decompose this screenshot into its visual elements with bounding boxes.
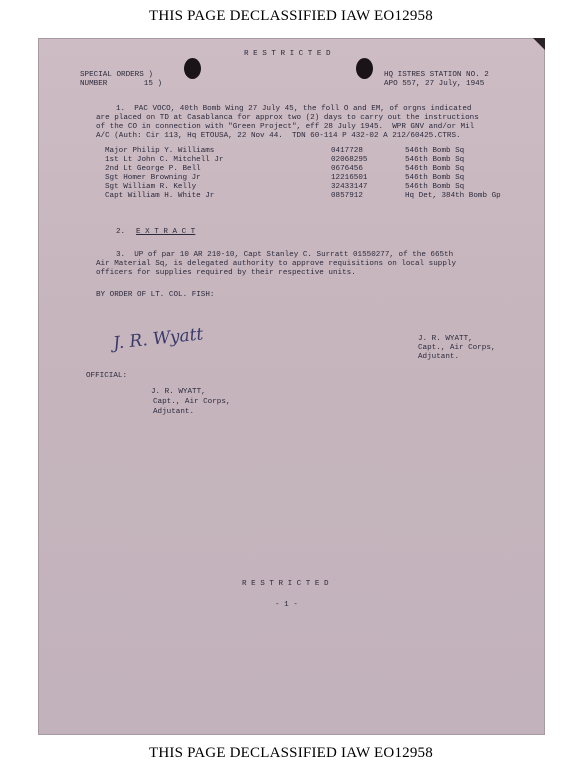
- torn-corner: [533, 38, 545, 50]
- signature-block-title: Adjutant.: [418, 353, 460, 361]
- roster-serial: 0417728: [331, 147, 363, 155]
- order-line: BY ORDER OF LT. COL. FISH:: [96, 291, 215, 299]
- roster-name: 1st Lt John C. Mitchell Jr: [105, 156, 224, 164]
- official-title: Adjutant.: [153, 408, 195, 416]
- page-number: - 1 -: [275, 601, 298, 609]
- document-page: [38, 38, 545, 735]
- roster-name: 2nd Lt George P. Bell: [105, 165, 201, 173]
- header-classification: R E S T R I C T E D: [244, 50, 331, 58]
- roster-serial: 12216501: [331, 174, 368, 182]
- punch-hole-right: [356, 58, 373, 79]
- roster-serial: 32433147: [331, 183, 368, 191]
- roster-name: Major Philip Y. Williams: [105, 147, 215, 155]
- roster-serial: 02068295: [331, 156, 368, 164]
- roster-name: Sgt William R. Kelly: [105, 183, 197, 191]
- station-name: HQ ISTRES STATION NO. 2: [384, 71, 489, 79]
- para2-number: 2.: [116, 228, 126, 236]
- footer-classification: R E S T R I C T E D: [242, 580, 329, 588]
- punch-hole-left: [184, 58, 201, 79]
- apo-date: APO 557, 27 July, 1945: [384, 80, 485, 88]
- roster-serial: 0857912: [331, 192, 363, 200]
- roster-unit: 546th Bomb Sq: [405, 156, 465, 164]
- roster-unit: Hq Det, 384th Bomb Gp: [405, 192, 501, 200]
- declassified-banner-bottom: THIS PAGE DECLASSIFIED IAW EO12958: [149, 745, 433, 761]
- para3-line-3: officers for supplies required by their respective units.: [96, 269, 356, 277]
- roster-name: Sgt Homer Browning Jr: [105, 174, 201, 182]
- para1-line-4: A/C (Auth: Cir 113, Hq ETOUSA, 22 Nov 44. TDN 60-114 P 432-02 A 212/60425.CTRS.: [96, 132, 461, 140]
- signature-block-name: J. R. WYATT,: [418, 335, 473, 343]
- para1-line-2: are placed on TD at Casablanca for approx two (2) days to carry out the instructions: [96, 114, 479, 122]
- roster-name: Capt William H. White Jr: [105, 192, 215, 200]
- number-label: NUMBER 15 ): [80, 80, 163, 88]
- roster-unit: 546th Bomb Sq: [405, 165, 465, 173]
- roster-unit: 546th Bomb Sq: [405, 183, 465, 191]
- para2-extract: E X T R A C T: [136, 228, 196, 236]
- roster-unit: 546th Bomb Sq: [405, 147, 465, 155]
- official-label: OFFICIAL:: [86, 372, 128, 380]
- signature-block-rank: Capt., Air Corps,: [418, 344, 496, 352]
- para3-line-2: Air Material Sq, is delegated authority to approve requisitions on local supply: [96, 260, 457, 268]
- roster-serial: 0676456: [331, 165, 363, 173]
- para1-line-1: 1. PAC VOCO, 40th Bomb Wing 27 July 45, the foll O and EM, of orgns indicated: [116, 105, 472, 113]
- orders-label: SPECIAL ORDERS ): [80, 71, 153, 79]
- signature-text: J. R. Wyatt: [112, 324, 205, 354]
- handwritten-signature: [112, 324, 204, 353]
- declassified-banner-top: THIS PAGE DECLASSIFIED IAW EO12958: [149, 8, 433, 24]
- roster-unit: 546th Bomb Sq: [405, 174, 465, 182]
- official-name: J. R. WYATT,: [151, 388, 206, 396]
- para3-line-1: 3. UP of par 10 AR 210-10, Capt Stanley C. Surratt 01550277, of the 665th: [116, 251, 454, 259]
- para1-line-3: of the CO in connection with "Green Project", eff 28 July 1945. WPR GNV and/or Mil: [96, 123, 475, 131]
- official-rank: Capt., Air Corps,: [153, 398, 231, 406]
